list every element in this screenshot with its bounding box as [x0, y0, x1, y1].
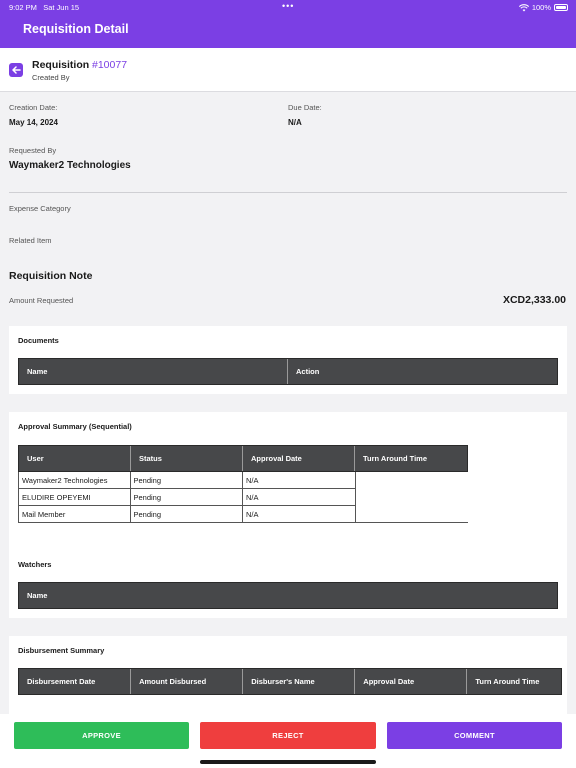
app-bar: [0, 14, 576, 48]
cell-user: Waymaker2 Technologies: [18, 472, 131, 489]
watchers-title: Watchers: [18, 560, 52, 569]
divider: [9, 192, 567, 193]
column-header-user: User: [19, 446, 131, 471]
cell-approval-date: N/A: [243, 489, 356, 506]
approve-button[interactable]: APPROVE: [14, 722, 189, 749]
documents-card: [9, 326, 567, 394]
watchers-card: [9, 550, 567, 618]
status-right: [519, 3, 568, 12]
battery-icon: [554, 4, 568, 11]
column-header-status: Status: [131, 446, 243, 471]
table-row: [18, 506, 356, 523]
column-header-amount-disbursed: Amount Disbursed: [131, 669, 243, 694]
disbursement-summary-title: Disbursement Summary: [18, 646, 105, 655]
requisition-title: Requisition: [32, 59, 90, 71]
page-title: Requisition Detail: [23, 22, 129, 36]
arrow-left-icon: [12, 66, 21, 74]
home-indicator[interactable]: [200, 760, 376, 764]
cell-status: Pending: [131, 506, 244, 523]
cell-status: Pending: [131, 472, 244, 489]
reject-button[interactable]: REJECT: [200, 722, 376, 749]
requisition-header: [0, 48, 576, 92]
column-header-name: Name: [19, 359, 288, 384]
column-header-turn-around-time: Turn Around Time: [475, 677, 540, 686]
approval-summary-title: Approval Summary (Sequential): [18, 422, 132, 431]
wifi-icon: [519, 4, 529, 12]
battery-percent: 100%: [531, 3, 551, 12]
cell-approval-date: N/A: [243, 506, 356, 523]
disbursement-table-header: [18, 668, 562, 695]
status-bar: [0, 0, 576, 14]
cell-approval-date: N/A: [243, 472, 356, 489]
comment-button[interactable]: COMMENT: [387, 722, 562, 749]
amount-requested-value: XCD2,333.00: [502, 294, 566, 306]
table-row: [18, 489, 356, 506]
documents-table-header: [18, 358, 558, 385]
requisition-content[interactable]: [0, 48, 576, 714]
column-header-name: Name: [27, 591, 48, 600]
column-header-approval-date: Approval Date: [355, 669, 467, 694]
due-date-value: N/A: [288, 118, 302, 127]
column-header-approval-date: Approval Date: [243, 446, 355, 471]
amount-requested-label: Amount Requested: [9, 296, 74, 305]
column-header-disbursement-date: Disbursement Date: [19, 669, 131, 694]
column-header-action: Action: [296, 367, 320, 376]
approval-table-header: [18, 445, 468, 472]
watchers-table-header: [18, 582, 558, 609]
related-item-label: Related Item: [9, 236, 52, 245]
multitask-dots[interactable]: •••: [282, 1, 295, 11]
column-header-turn-around-time: Turn Around Time: [363, 454, 428, 463]
turn-around-time-cell: [355, 472, 468, 523]
action-bar: [0, 714, 576, 768]
created-by-label: Created By: [32, 73, 70, 82]
status-time: 9:02 PM Sat Jun 15: [9, 3, 80, 12]
cell-status: Pending: [131, 489, 244, 506]
requested-by-value: Waymaker2 Technologies: [9, 160, 131, 171]
creation-date-label: Creation Date:: [9, 103, 58, 112]
due-date-label: Due Date:: [288, 103, 322, 112]
creation-date-value: May 14, 2024: [9, 118, 58, 127]
disbursement-summary-card: [9, 636, 567, 714]
requisition-note-heading: Requisition Note: [9, 270, 93, 282]
back-button[interactable]: [9, 63, 23, 77]
column-header-disburser-name: Disburser's Name: [243, 669, 355, 694]
documents-title: Documents: [18, 336, 59, 345]
requested-by-label: Requested By: [9, 146, 57, 155]
cell-user: ELUDIRE OPEYEMI: [18, 489, 131, 506]
requisition-number: #10077: [92, 59, 128, 71]
cell-user: Mail Member: [18, 506, 131, 523]
expense-category-label: Expense Category: [9, 204, 71, 213]
table-row: [18, 472, 356, 489]
